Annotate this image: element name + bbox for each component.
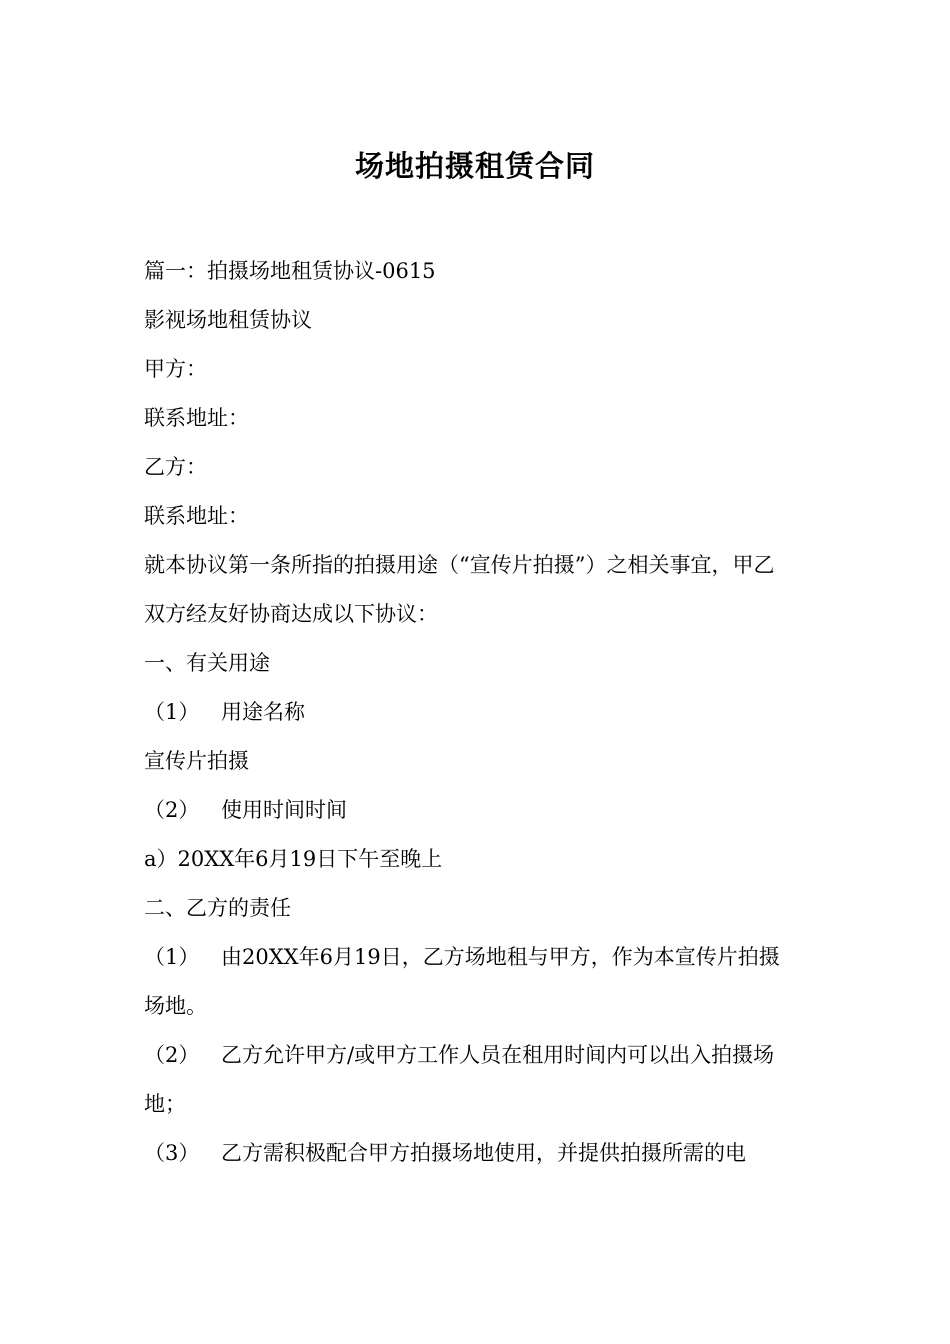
numbered-item xyxy=(144,1129,824,1178)
paragraph-line: 地； xyxy=(144,1092,186,1116)
item-number: （1） xyxy=(144,700,200,724)
numbered-item xyxy=(144,933,824,982)
document-title: 场地拍摄租赁合同 xyxy=(354,149,595,183)
numbered-item xyxy=(144,688,824,737)
paragraph-line: 双方经友好协商达成以下协议： xyxy=(144,602,438,626)
paragraph-line: 就本协议第一条所指的拍摄用途（“宣传片拍摄”）之相关事宜，甲乙 xyxy=(144,553,775,577)
paragraph-line: a）20XX年6月19日下午至晚上 xyxy=(144,847,443,871)
paragraph-line: 场地。 xyxy=(144,994,207,1018)
paragraph-line: 乙方： xyxy=(144,455,207,479)
item-text: 乙方需积极配合甲方拍摄场地使用，并提供拍摄所需的电 xyxy=(221,1141,746,1165)
numbered-item xyxy=(144,786,824,835)
paragraph-line: 联系地址： xyxy=(144,406,249,430)
paragraph-line: 宣传片拍摄 xyxy=(144,749,249,773)
document-body xyxy=(144,247,824,1178)
paragraph-line: 甲方： xyxy=(144,357,207,381)
section-heading: 一、有关用途 xyxy=(144,651,270,675)
item-text: 乙方允许甲方/或甲方工作人员在租用时间内可以出入拍摄场 xyxy=(221,1043,775,1067)
paragraph-line: 联系地址： xyxy=(144,504,249,528)
paragraph-line: 篇一：拍摄场地租赁协议-0615 xyxy=(144,259,436,283)
numbered-item xyxy=(144,1031,824,1080)
item-text: 用途名称 xyxy=(221,700,305,724)
item-text: 由20XX年6月19日，乙方场地租与甲方，作为本宣传片拍摄 xyxy=(221,945,780,969)
section-heading: 二、乙方的责任 xyxy=(144,896,291,920)
item-number: （2） xyxy=(144,1043,200,1067)
item-number: （3） xyxy=(144,1141,200,1165)
item-text: 使用时间时间 xyxy=(221,798,347,822)
item-number: （1） xyxy=(144,945,200,969)
item-number: （2） xyxy=(144,798,200,822)
paragraph-line: 影视场地租赁协议 xyxy=(144,308,312,332)
